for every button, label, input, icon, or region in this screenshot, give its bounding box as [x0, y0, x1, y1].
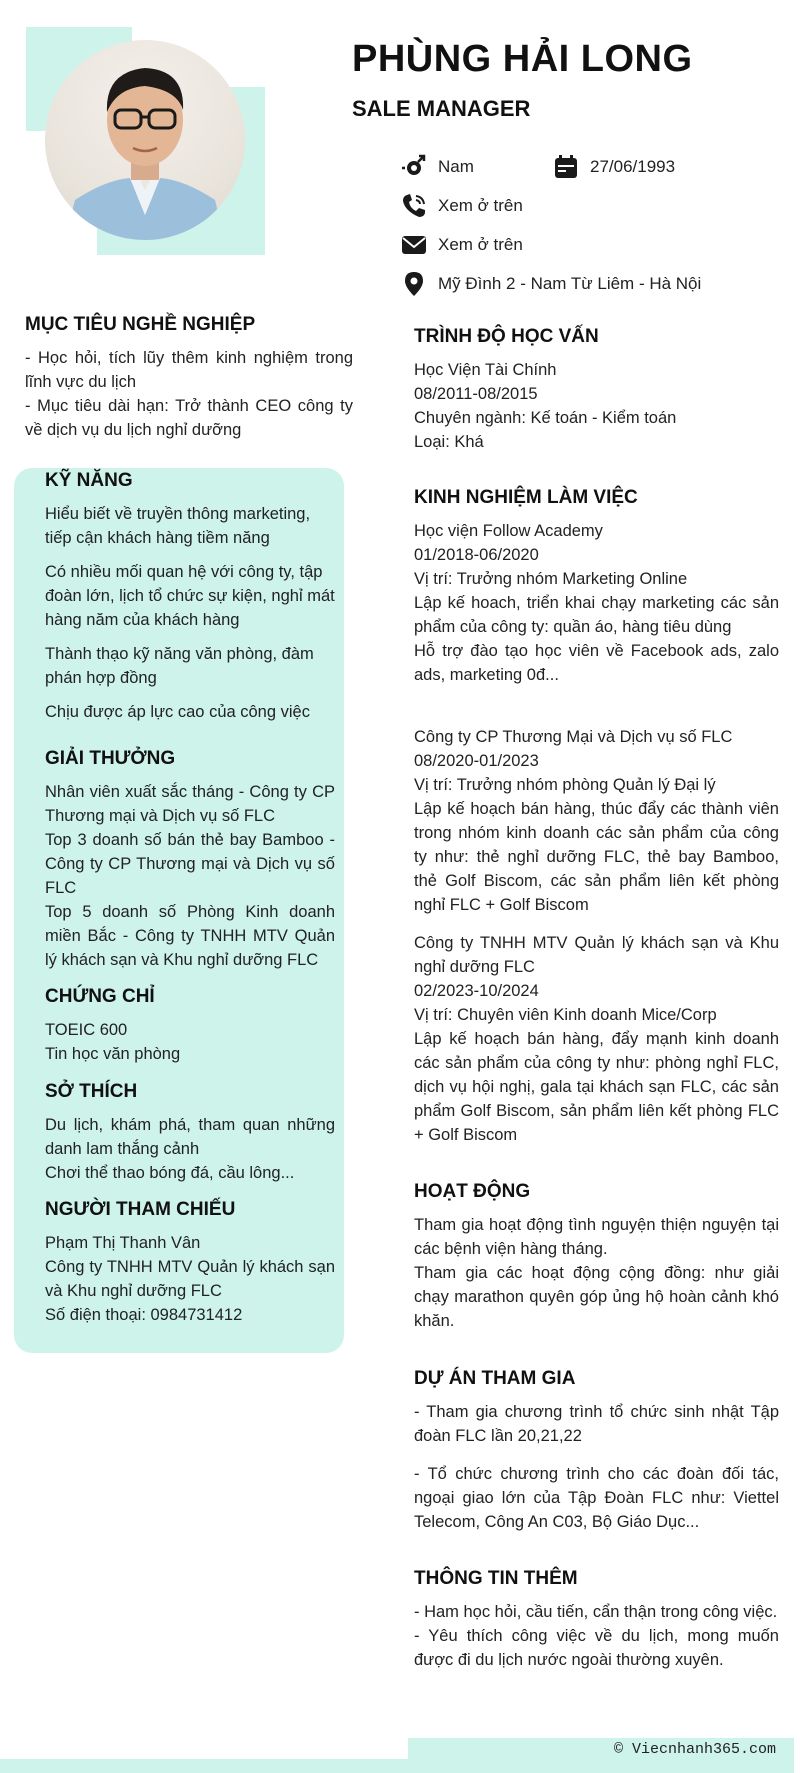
additional-line: - Yêu thích công việc về du lịch, mong muốn được đi du lịch nước ngoài thường xuyên.: [414, 1627, 779, 1669]
job-description: Lập kế hoạch bán hàng, đẩy mạnh kinh doanh các sản phẩm của công ty như: phòng nghỉ FLC, dịch vụ hội nghị, gala tại khách sạn FLC, các sản phẩm Golf Biscom, sản phẩm liên kết phòng FLC + Golf Biscom: [414, 1030, 779, 1144]
skill-item: Có nhiều mối quan hệ với công ty, tập đoàn lớn, lịch tổ chức sự kiện, nghỉ mát hàng năm của khách hàng: [45, 563, 335, 629]
objective-section: [25, 314, 353, 442]
skill-item: Chịu được áp lực cao của công việc: [45, 703, 310, 721]
hobbies-title: SỞ THÍCH: [45, 1081, 138, 1102]
awards-title: GIẢI THƯỞNG: [45, 748, 176, 769]
education-line: 08/2011-08/2015: [414, 385, 538, 403]
gender-value: Nam: [438, 157, 474, 176]
birthday-value: 27/06/1993: [590, 157, 676, 176]
job-company: Công ty CP Thương Mại và Dịch vụ số FLC: [414, 728, 733, 746]
projects-section: [414, 1368, 779, 1534]
reference-line: Công ty TNHH MTV Quản lý khách sạn và Khu nghỉ dưỡng FLC: [45, 1258, 335, 1300]
education-line: Chuyên ngành: Kế toán - Kiểm toán: [414, 409, 677, 427]
skill-item: Thành thạo kỹ năng văn phòng, đàm phán hợp đồng: [45, 645, 314, 687]
email-value: Xem ở trên: [438, 235, 523, 254]
job-description: Hỗ trợ đào tạo học viên về Facebook ads, zalo ads, marketing 0đ...: [414, 642, 779, 684]
experience-title: KINH NGHIỆM LÀM VIỆC: [414, 487, 638, 508]
certificates-section: [45, 986, 335, 1066]
education-title: TRÌNH ĐỘ HỌC VẤN: [414, 326, 599, 347]
certificates-title: CHỨNG CHỈ: [45, 986, 155, 1007]
skills-section: [45, 470, 335, 724]
job-entry: [414, 725, 779, 917]
project-item: - Tham gia chương trình tổ chức sinh nhật Tập đoàn FLC lần 20,21,22: [414, 1403, 779, 1445]
project-item: - Tổ chức chương trình cho các đoàn đối tác, ngoại giao lớn của Tập Đoàn FLC như: Viettel Telecom, Công An C03, Bộ Giáo Dục...: [414, 1465, 779, 1531]
job-period: 08/2020-01/2023: [414, 752, 539, 770]
job-period: 01/2018-06/2020: [414, 546, 539, 564]
address-value: Mỹ Đình 2 - Nam Từ Liêm - Hà Nội: [438, 274, 702, 293]
experience-section: [414, 487, 779, 1147]
hobbies-section: [45, 1081, 335, 1185]
footer-bar: [0, 1759, 408, 1773]
footer-copyright: © Viecnhanh365.com: [613, 1741, 776, 1758]
education-section: [414, 326, 779, 454]
gender-icon: [400, 153, 428, 181]
person-portrait-icon: [45, 40, 245, 240]
hobby-line: Du lịch, khám phá, tham quan những danh lam thắng cảnh: [45, 1116, 335, 1158]
objective-line: - Học hỏi, tích lũy thêm kinh nghiệm trong lĩnh vực du lịch: [25, 349, 353, 391]
skill-item: Hiểu biết về truyền thông marketing, tiếp cận khách hàng tiềm năng: [45, 505, 311, 547]
award-line: Nhân viên xuất sắc tháng - Công ty CP Thương mại và Dịch vụ số FLC: [45, 783, 335, 825]
contact-email: [400, 231, 523, 259]
objective-title: MỤC TIÊU NGHỀ NGHIỆP: [25, 314, 256, 335]
phone-icon: [400, 192, 428, 220]
additional-section: [414, 1568, 779, 1672]
job-position: Vị trí: Trưởng nhóm Marketing Online: [414, 570, 688, 588]
education-line: Loại: Khá: [414, 433, 484, 451]
activity-line: Tham gia hoạt động tình nguyện thiện nguyện tại các bệnh viện hàng tháng.: [414, 1216, 779, 1258]
activities-title: HOẠT ĐỘNG: [414, 1181, 531, 1202]
references-section: [45, 1199, 335, 1327]
hobby-line: Chơi thể thao bóng đá, cầu lông...: [45, 1164, 295, 1182]
job-entry: [414, 931, 779, 1147]
additional-title: THÔNG TIN THÊM: [414, 1568, 578, 1589]
job-position: Vị trí: Trưởng nhóm phòng Quản lý Đại lý: [414, 776, 716, 794]
contact-address: [400, 270, 701, 298]
award-line: Top 3 doanh số bán thẻ bay Bamboo - Công ty CP Thương mại và Dịch vụ số FLC: [45, 831, 335, 897]
award-line: Top 5 doanh số Phòng Kinh doanh miền Bắc - Công ty TNHH MTV Quản lý khách sạn và Khu nghỉ dưỡng FLC: [45, 903, 335, 969]
job-entry: [414, 519, 779, 687]
job-company: Học viện Follow Academy: [414, 522, 603, 540]
phone-value: Xem ở trên: [438, 196, 523, 215]
contact-birthday: [552, 153, 675, 181]
job-position: Vị trí: Chuyên viên Kinh doanh Mice/Corp: [414, 1006, 717, 1024]
activity-line: Tham gia các hoạt động cộng đồng: như giải chạy marathon quyên góp ủng hộ hoàn cảnh khó khăn.: [414, 1264, 779, 1330]
calendar-icon: [552, 153, 580, 181]
job-description: Lập kế hoạch bán hàng, thúc đẩy các thành viên trong nhóm kinh doanh các sản phẩm của công ty như: thẻ nghỉ dưỡng FLC, thẻ bay Bamboo, thẻ Golf Biscom, các sản phẩm liên kết phòng nghỉ FLC + Golf Biscom: [414, 800, 779, 914]
job-company: Công ty TNHH MTV Quản lý khách sạn và Khu nghỉ dưỡng FLC: [414, 934, 779, 976]
reference-line: Phạm Thị Thanh Vân: [45, 1234, 201, 1252]
envelope-icon: [400, 231, 428, 259]
objective-line: - Mục tiêu dài hạn: Trở thành CEO công ty về dịch vụ du lịch nghỉ dưỡng: [25, 397, 353, 439]
awards-section: [45, 748, 335, 972]
references-title: NGƯỜI THAM CHIẾU: [45, 1199, 236, 1220]
education-line: Học Viện Tài Chính: [414, 361, 557, 379]
projects-title: DỰ ÁN THAM GIA: [414, 1368, 576, 1389]
certificate-line: TOEIC 600: [45, 1021, 128, 1039]
contact-gender: [400, 153, 474, 181]
reference-line: Số điện thoại: 0984731412: [45, 1306, 243, 1324]
location-pin-icon: [400, 270, 428, 298]
candidate-title: SALE MANAGER: [352, 96, 531, 121]
job-description: Lập kế hoach, triển khai chạy marketing các sản phẩm của công ty: quần áo, hàng tiêu dùng: [414, 594, 779, 636]
contact-phone: [400, 192, 523, 220]
candidate-name: PHÙNG HẢI LONG: [352, 38, 693, 80]
certificate-line: Tin học văn phòng: [45, 1045, 181, 1063]
profile-photo: [45, 40, 245, 240]
job-period: 02/2023-10/2024: [414, 982, 539, 1000]
skills-title: KỸ NĂNG: [45, 470, 133, 491]
activities-section: [414, 1181, 779, 1333]
additional-line: - Ham học hỏi, cầu tiến, cẩn thận trong công việc.: [414, 1603, 778, 1621]
